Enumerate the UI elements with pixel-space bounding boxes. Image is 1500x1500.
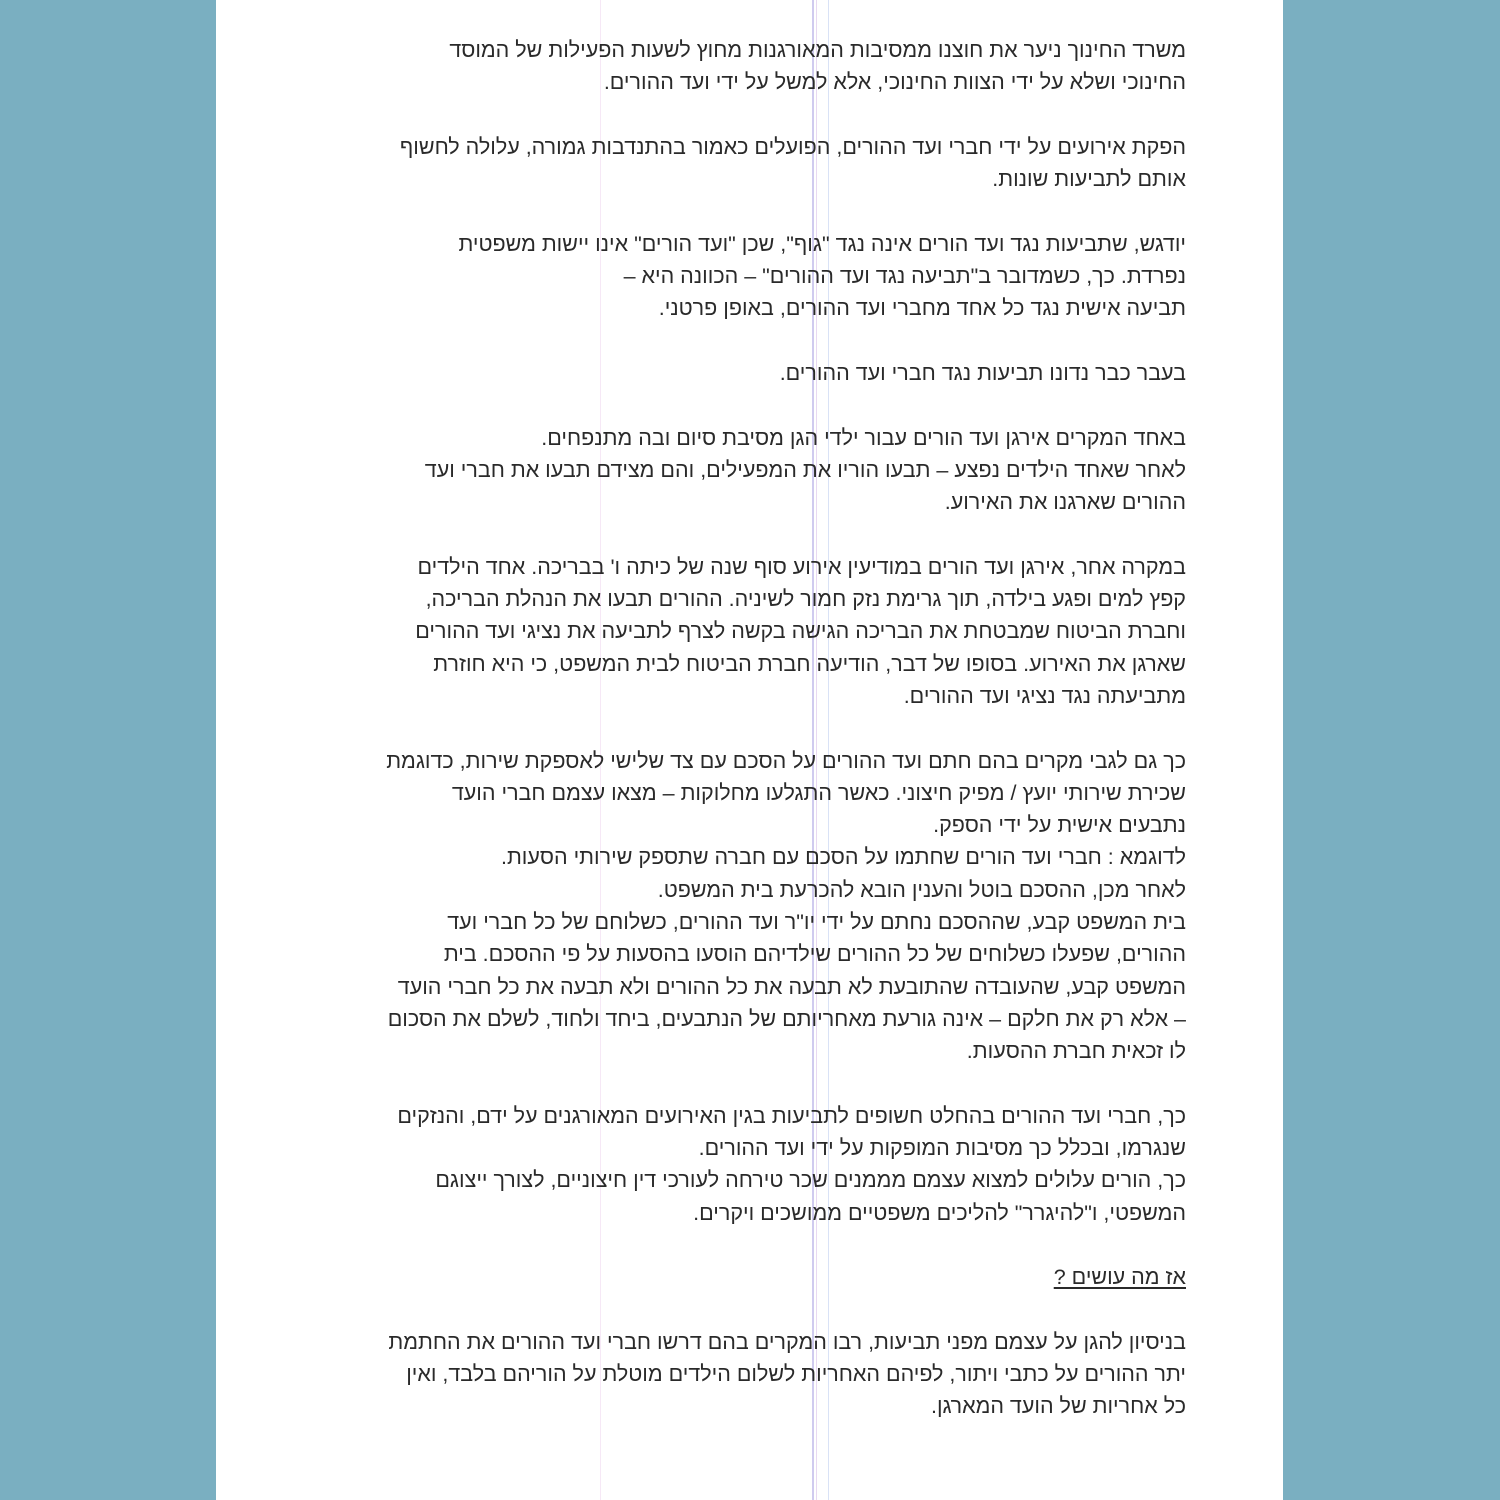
text-line: משרד החינוך ניער את חוצנו ממסיבות המאורגנות מחוץ לשעות הפעילות של המוסד <box>449 38 1186 62</box>
paragraph-exposure <box>326 131 1186 196</box>
text-line: יתר ההורים על כתבי ויתור, לפיהם האחריות לשלום הילדים מוטלת על הוריהם בלבד, ואין <box>406 1362 1186 1387</box>
text-line: כל אחריות של הועד המארגן. <box>931 1394 1186 1419</box>
text-line: נתבעים אישית על ידי הספק. <box>933 813 1186 838</box>
section-heading: אז מה עושים ? <box>1053 1265 1186 1290</box>
paragraph-waivers <box>326 1326 1186 1423</box>
paragraph-legal-entity <box>326 228 1186 325</box>
text-line: אותם לתביעות שונות. <box>992 167 1186 192</box>
text-line: המשפט קבע, שהעובדה שהתובעת לא תבעה את כל ההורים ולא תבעה את כל חברי הועד <box>397 974 1186 999</box>
text-line: ההורים, שפעלו כשלוחים של כל ההורים שילדיהם הוסעו בהסעות על פי ההסכם. בית <box>443 942 1186 967</box>
paragraph-contract-case <box>326 745 1186 1068</box>
text-line: בניסיון להגן על עצמם מפני תביעות, רבו המקרים בהם דרשו חברי ועד ההורים את החתמת <box>388 1329 1186 1354</box>
text-line: כך, הורים עלולים למצוא עצמם מממנים שכר טירחה לעורכי דין חיצוניים, לצורך ייצוגם <box>435 1168 1186 1193</box>
paragraph-pool-case <box>326 551 1186 712</box>
text-line: – אלא רק את חלקם – אינה גורעת מאחריותם של הנתבעים, ביחד ולחוד, לשלם את הסכום <box>387 1006 1186 1031</box>
paragraph-past-cases <box>326 357 1186 389</box>
text-line: הפקת אירועים על ידי חברי ועד ההורים, הפועלים כאמור בהתנדבות גמורה, עלולה לחשוף <box>399 134 1186 159</box>
text-line: שנגרמו, ובכלל כך מסיבות המופקות על ידי ועד ההורים. <box>698 1136 1186 1161</box>
text-line: תביעה אישית נגד כל אחד מחברי ועד ההורים, באופן פרטני. <box>658 296 1186 321</box>
paragraph-conclusion <box>326 1100 1186 1229</box>
text-line: יודגש, שתביעות נגד ועד הורים אינה נגד "גוף", שכן "ועד הורים" אינו יישות משפטית <box>458 231 1186 256</box>
text-line: באחד המקרים אירגן ועד הורים עבור ילדי הגן מסיבת סיום ובה מתנפחים. <box>541 425 1186 450</box>
text-line: לאחר שאחד הילדים נפצע – תבעו הוריו את המפעילים, והם מצידם תבעו את חברי ועד <box>424 457 1186 482</box>
text-line: לו זכאית חברת ההסעות. <box>966 1039 1186 1064</box>
text-line: שכירת שירותי יועץ / מפיק חיצוני. כאשר התגלעו מחלוקות – מצאו עצמם חברי הועד <box>451 780 1186 805</box>
paragraph-kindergarten-case <box>326 422 1186 519</box>
text-line: לאחר מכן, ההסכם בוטל והענין הובא להכרעת בית המשפט. <box>657 877 1186 902</box>
text-line: מתביעתה נגד נציגי ועד ההורים. <box>903 683 1186 708</box>
text-line: בעבר כבר נדונו תביעות נגד חברי ועד ההורים. <box>779 360 1186 385</box>
scanned-page <box>216 0 1283 1500</box>
text-line: במקרה אחר, אירגן ועד הורים במודיעין אירוע סוף שנה של כיתה ו' בבריכה. אחד הילדים <box>417 554 1186 579</box>
text-line: החינוכי ושלא על ידי הצוות החינוכי, אלא למשל על ידי ועד ההורים. <box>603 70 1186 95</box>
document-body <box>326 34 1186 1455</box>
text-line: נפרדת. כך, כשמדובר ב"תביעה נגד ועד ההורים" – הכוונה היא – <box>623 264 1186 289</box>
text-line: לדוגמא : חברי ועד הורים שחתמו על הסכם עם חברה שתספק שירותי הסעות. <box>500 845 1186 870</box>
text-line: שארגן את האירוע. בסופו של דבר, הודיעה חברת הביטוח לבית המשפט, כי היא חוזרת <box>433 651 1186 676</box>
text-line: בית המשפט קבע, שההסכם נחתם על ידי יו"ר ועד ההורים, כשלוחם של כל חברי ועד <box>447 910 1186 935</box>
text-line: המשפטי, ו"להיגרר" להליכים משפטיים ממושכים ויקרים. <box>693 1200 1186 1225</box>
section-heading-paragraph <box>326 1261 1186 1293</box>
paragraph-ministry <box>326 34 1186 99</box>
text-line: וחברת הביטוח שמבטחת את הבריכה הגישה בקשה לצרף לתביעה את נציגי ועד ההורים <box>415 619 1186 644</box>
text-line: כך, חברי ועד ההורים בהחלט חשופים לתביעות בגין האירועים המאורגנים על ידם, והנזקים <box>397 1103 1186 1128</box>
text-line: כך גם לגבי מקרים בהם חתם ועד ההורים על הסכם עם צד שלישי לאספקת שירות, כדוגמת <box>386 748 1186 773</box>
text-line: ההורים שארגנו את האירוע. <box>944 490 1186 515</box>
text-line: קפץ למים ופגע בילדה, תוך גרימת נזק חמור לשיניה. ההורים תבעו את הנהלת הבריכה, <box>425 587 1186 612</box>
